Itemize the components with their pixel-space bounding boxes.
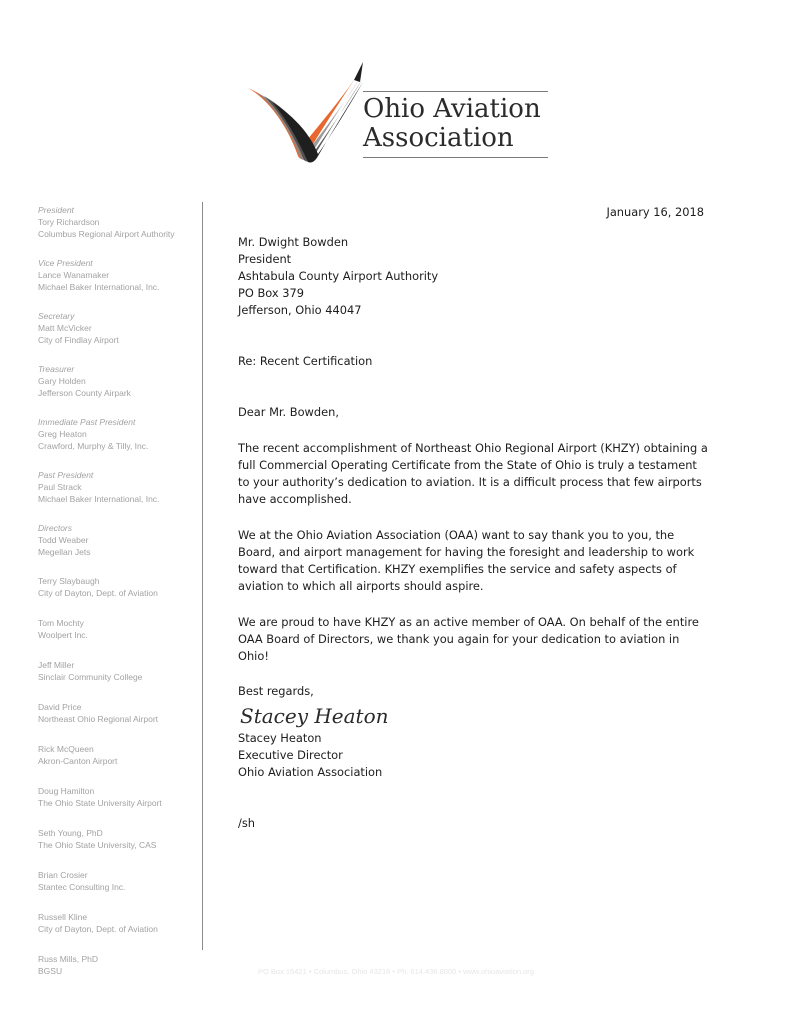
director-name: Seth Young, PhD [38,828,103,838]
director-name: Rick McQueen [38,744,94,754]
officer-org: Michael Baker International, Inc. [38,282,160,292]
officer-org: Michael Baker International, Inc. [38,494,160,504]
officer-entry [38,522,200,575]
director-entry [38,827,200,869]
org-name-line1: Ohio Aviation [363,94,541,124]
officer-role: Directors [38,523,73,533]
officer-role: Treasurer [38,364,75,374]
director-name: David Price [38,702,82,712]
officer-name: Matt McVicker [38,323,92,333]
director-org: Stantec Consulting Inc. [38,882,126,892]
director-entry [38,575,200,617]
footer-contact: PO Box 16421 • Columbus, Ohio 43216 • Ph. 614.436.8000 • www.ohioaviation.org [258,967,534,976]
subject-line: Re: Recent Certification [238,354,373,368]
officer-name: Gary Holden [38,376,86,386]
recipient-title: President [238,252,292,266]
director-org: BGSU [38,966,63,976]
director-name: Terry Slaybaugh [38,576,100,586]
letter-date: January 16, 2018 [606,205,704,219]
officer-role: President [38,205,74,215]
director-org: Sinclair Community College [38,672,143,682]
officer-name: Todd Weaber [38,535,89,545]
body-paragraph: The recent accomplishment of Northeast Ohio Regional Airport (KHZY) obtaining a full Commercial Operating Certificate from the State of Ohio is truly a testament to your authority’s dedication to aviation. It is a difficult process that few airports have accomplished. [238,441,708,506]
director-org: The Ohio State University, CAS [38,840,157,850]
officer-role: Immediate Past President [38,417,136,427]
director-entry [38,659,200,701]
director-org: Akron-Canton Airport [38,756,118,766]
recipient-name: Mr. Dwight Bowden [238,235,349,249]
director-org: Woolpert Inc. [38,630,88,640]
org-name-line2: Association [363,123,514,153]
director-entry [38,785,200,827]
director-org: The Ohio State University Airport [38,798,162,808]
signer-title: Executive Director [238,748,343,762]
officer-org: Jefferson County Airpark [38,388,131,398]
director-name: Doug Hamilton [38,786,95,796]
logo-rule-bottom [363,157,548,158]
officer-entry [38,469,200,522]
director-name: Russell Kline [38,912,88,922]
officer-name: Paul Strack [38,482,82,492]
director-entry [38,701,200,743]
director-name: Brian Crosier [38,870,88,880]
officer-role: Past President [38,470,94,480]
officer-org: Megellan Jets [38,547,91,557]
typist-initials: /sh [238,816,255,830]
director-name: Russ Mills, PhD [38,954,98,964]
body-paragraph: We at the Ohio Aviation Association (OAA) want to say thank you to you, the Board, and airport management for having the foresight and leadership to work toward that Certification. KHZY exemplifies the service and safety aspects of aviation to which all airports should aspire. [238,528,695,593]
officer-name: Lance Wanamaker [38,270,110,280]
director-org: Northeast Ohio Regional Airport [38,714,159,724]
salutation: Dear Mr. Bowden, [238,405,339,419]
recipient-address-line1: PO Box 379 [238,286,304,300]
signer-name: Stacey Heaton [238,731,322,745]
logo-rule-top [363,91,548,92]
officer-entry [38,257,200,310]
closing: Best regards, [238,684,314,698]
director-entry [38,869,200,911]
officer-entry [38,204,200,257]
director-org: City of Dayton, Dept. of Aviation [38,924,158,934]
body-paragraph: We are proud to have KHZY as an active member of OAA. On behalf of the entire OAA Board of Directors, we thank you again for your dedication to aviation in Ohio! [238,615,699,663]
officer-org: Columbus Regional Airport Authority [38,229,175,239]
director-entry [38,743,200,785]
recipient-address-line2: Jefferson, Ohio 44047 [238,303,362,317]
recipient-address [238,234,708,319]
officer-name: Tory Richardson [38,217,100,227]
officer-org: Crawford, Murphy & Tilly, Inc. [38,441,149,451]
officer-sidebar [38,204,200,995]
sidebar-divider [202,202,203,950]
director-name: Tom Mochty [38,618,84,628]
director-entry [38,617,200,659]
officer-role: Secretary [38,311,75,321]
director-org: City of Dayton, Dept. of Aviation [38,588,158,598]
recipient-org: Ashtabula County Airport Authority [238,269,439,283]
handwritten-signature: Stacey Heaton [240,704,389,728]
letter-body [238,204,708,832]
director-name: Jeff Miller [38,660,75,670]
officer-entry [38,363,200,416]
signer-org: Ohio Aviation Association [238,765,383,779]
director-entry [38,911,200,953]
letterhead-logo [246,60,556,165]
swoosh-airplane-logo-icon [246,60,364,165]
signer-block [238,730,708,781]
officer-role: Vice President [38,258,93,268]
officer-org: City of Findlay Airport [38,335,119,345]
officer-entry [38,310,200,363]
officer-entry [38,416,200,469]
officer-name: Greg Heaton [38,429,87,439]
director-entry [38,953,200,995]
